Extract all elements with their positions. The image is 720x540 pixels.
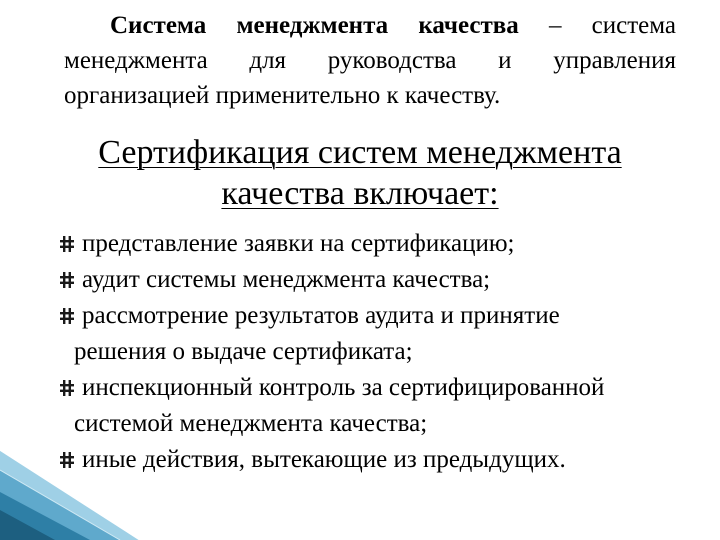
list-item [60,442,700,478]
heading-line-1: Сертификация систем менеджмента [98,134,622,171]
list-item [60,226,700,262]
list-item-text: аудит системы менеджмента качества; [82,266,491,293]
bullet-list [60,226,700,478]
definition-text: – система менеджмента для руководства и управления организацией применительно к качеству. [64,12,676,109]
list-item-text: рассмотрение результатов аудита и принятие [82,302,560,329]
list-item-continuation: решения о выдаче сертификата; [74,338,413,365]
definition-paragraph [64,8,676,113]
hash-bullet-icon [60,236,74,252]
list-item [60,262,700,298]
definition-term: Система менеджмента качества [110,12,519,39]
list-item-text: иные действия, вытекающие из предыдущих. [82,446,566,473]
list-item-continuation: системой менеджмента качества; [74,410,428,437]
list-item [60,298,700,370]
list-item [60,370,700,442]
hash-bullet-icon [60,452,74,468]
hash-bullet-icon [60,380,74,396]
section-heading [40,132,680,214]
hash-bullet-icon [60,308,74,324]
list-item-text: инспекционный контроль за сертифицированной [82,374,605,401]
list-item-text: представление заявки на сертификацию; [82,230,515,257]
hash-bullet-icon [60,272,74,288]
heading-line-2: качества включает: [221,175,499,212]
